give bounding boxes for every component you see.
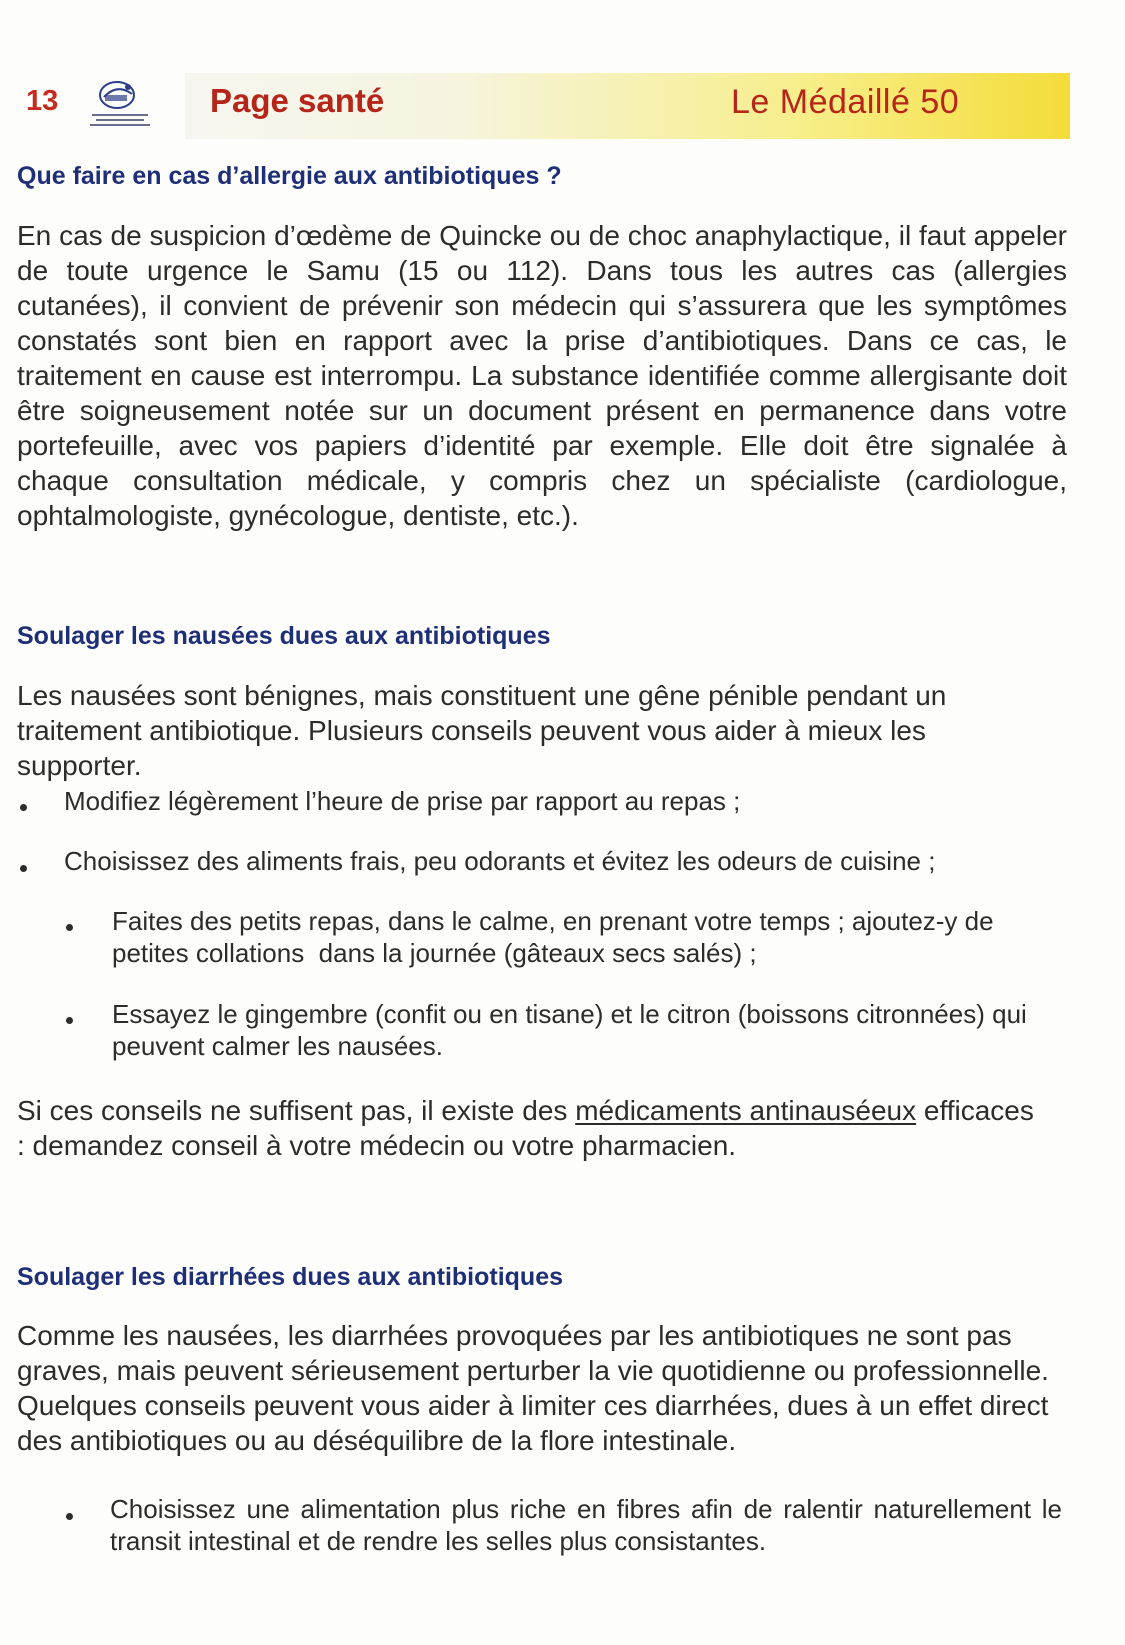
section-paragraph-allergy: En cas de suspicion d’œdème de Quincke ou de choc anaphylactique, il faut appeler de toute urgence le Samu (15 ou 112). Dans tous les autres cas (allergies cutanées), il convient de prévenir son médecin qui s’assurera que les symptômes constatés sont bien en rapport avec la prise d’antibiotiques. Dans ce cas, le traitement en cause est interrompu. La substance identifiée comme allergisante doit être soigneusement notée sur un document présent en permanence dans votre portefeuille, avec vos papiers d’identité par exemple. Elle doit être signalée à chaque consultation médicale, y compris chez un spécialiste (cardiologue, ophtalmologiste, gynécologue, dentiste, etc.). xyxy=(17,220,1067,531)
page-number: 13 xyxy=(26,85,59,117)
list-item: Choisissez des aliments frais, peu odorants et évitez les odeurs de cuisine ; xyxy=(64,846,936,876)
section-paragraph-nausea: Les nausées sont bénignes, mais constituent une gêne pénible pendant un traitement antibiotique. Plusieurs conseils peuvent vous aider à mieux les supporter. xyxy=(17,680,947,781)
section-paragraph-diarrhea: Comme les nausées, les diarrhées provoquées par les antibiotiques ne sont pas graves, mais peuvent sérieusement perturber la vie quotidienne ou professionnelle. Quelques conseils peuvent vous aider à limiter ces diarrhées, dues à un effet direct des antibiotiques ou au déséquilibre de la flore intestinale. xyxy=(17,1320,1049,1456)
bullet-dot-icon xyxy=(66,924,73,931)
closing-text: efficaces : demandez conseil à votre médecin ou votre pharmacien. xyxy=(17,1095,1034,1161)
medication-link: médicaments antinauséeux xyxy=(575,1095,917,1126)
list-item: Choisissez une alimentation plus riche en fibres afin de ralentir naturellement le transit intestinal et de rendre les selles plus consistantes. xyxy=(110,1494,1062,1556)
bullet-dot-icon xyxy=(66,1513,73,1520)
bullet-dot-icon xyxy=(20,865,27,872)
list-item: Essayez le gingembre (confit ou en tisane) et le citron (boissons citronnées) qui peuvent calmer les nausées. xyxy=(112,999,1027,1061)
list-item: Faites des petits repas, dans le calme, en prenant votre temps ; ajoutez-y de petites collations dans la journée (gâteaux secs salés) ; xyxy=(112,906,1001,968)
closing-text: Si ces conseils ne suffisent pas, il existe des xyxy=(17,1095,576,1126)
federation-logo-icon xyxy=(82,78,162,138)
section-heading-nausea: Soulager les nausées dues aux antibiotiques xyxy=(17,622,551,650)
section-heading-allergy: Que faire en cas d’allergie aux antibiotiques ? xyxy=(17,162,562,190)
list-item: Modifiez légèrement l’heure de prise par rapport au repas ; xyxy=(64,786,741,816)
page-section-title: Page santé xyxy=(210,82,385,119)
bullet-dot-icon xyxy=(66,1017,73,1024)
journal-title: Le Médaillé 50 xyxy=(731,83,960,121)
section-heading-diarrhea: Soulager les diarrhées dues aux antibiotiques xyxy=(17,1263,563,1291)
section-closing-nausea xyxy=(17,1093,1037,1163)
bullet-dot-icon xyxy=(20,804,27,811)
